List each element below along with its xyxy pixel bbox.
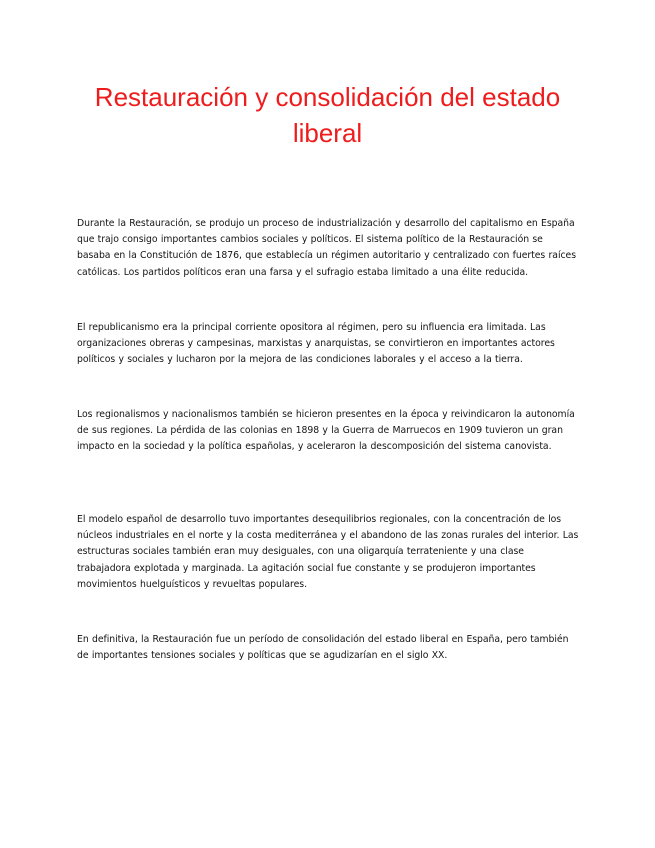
paragraph-modelo-desarrollo: El modelo español de desarrollo tuvo importantes desequilibrios regionales, con la concentración de los núcleos industriales en el norte y la costa mediterránea y el abandono de las zonas rurales del interior. Las estructuras sociales también eran muy desiguales, con una oligarquía terrateniente y una clase trabajadora explotada y marginada. La agitación social fue constante y se produjeron importantes movimientos huelguísticos y revueltas populares. xyxy=(77,514,579,590)
paragraph-regionalismos: Los regionalismos y nacionalismos también se hicieron presentes en la época y reivindicaron la autonomía de sus regiones. La pérdida de las colonias en 1898 y la Guerra de Marruecos en 1909 tuvieron un gran impacto en la sociedad y la política españolas, y aceleraron la descomposición del sistema canovista. xyxy=(77,409,575,453)
paragraph-republicanismo: El republicanismo era la principal corriente opositora al régimen, pero su influencia era limitada. Las organizaciones obreras y campesinas, marxistas y anarquistas, se convirtieron en importantes actores políticos y sociales y lucharon por la mejora de las condiciones laborales y el acceso a la tierra. xyxy=(77,322,555,366)
document-title: Restauración y consolidación del estado liberal xyxy=(94,82,561,148)
paragraph-restauracion-intro: Durante la Restauración, se produjo un proceso de industrialización y desarrollo del capitalismo en España que trajo consigo importantes cambios sociales y políticos. El sistema político de la Restauración se basaba en la Constitución de 1876, que establecía un régimen autoritario y centralizado con fuertes raíces católicas. Los partidos políticos eran una farsa y el sufragio estaba limitado a una élite reducida. xyxy=(77,218,577,278)
paragraph-conclusion: En definitiva, la Restauración fue un período de consolidación del estado liberal en España, pero también de importantes tensiones sociales y políticas que se agudizarían en el siglo XX. xyxy=(77,634,569,662)
